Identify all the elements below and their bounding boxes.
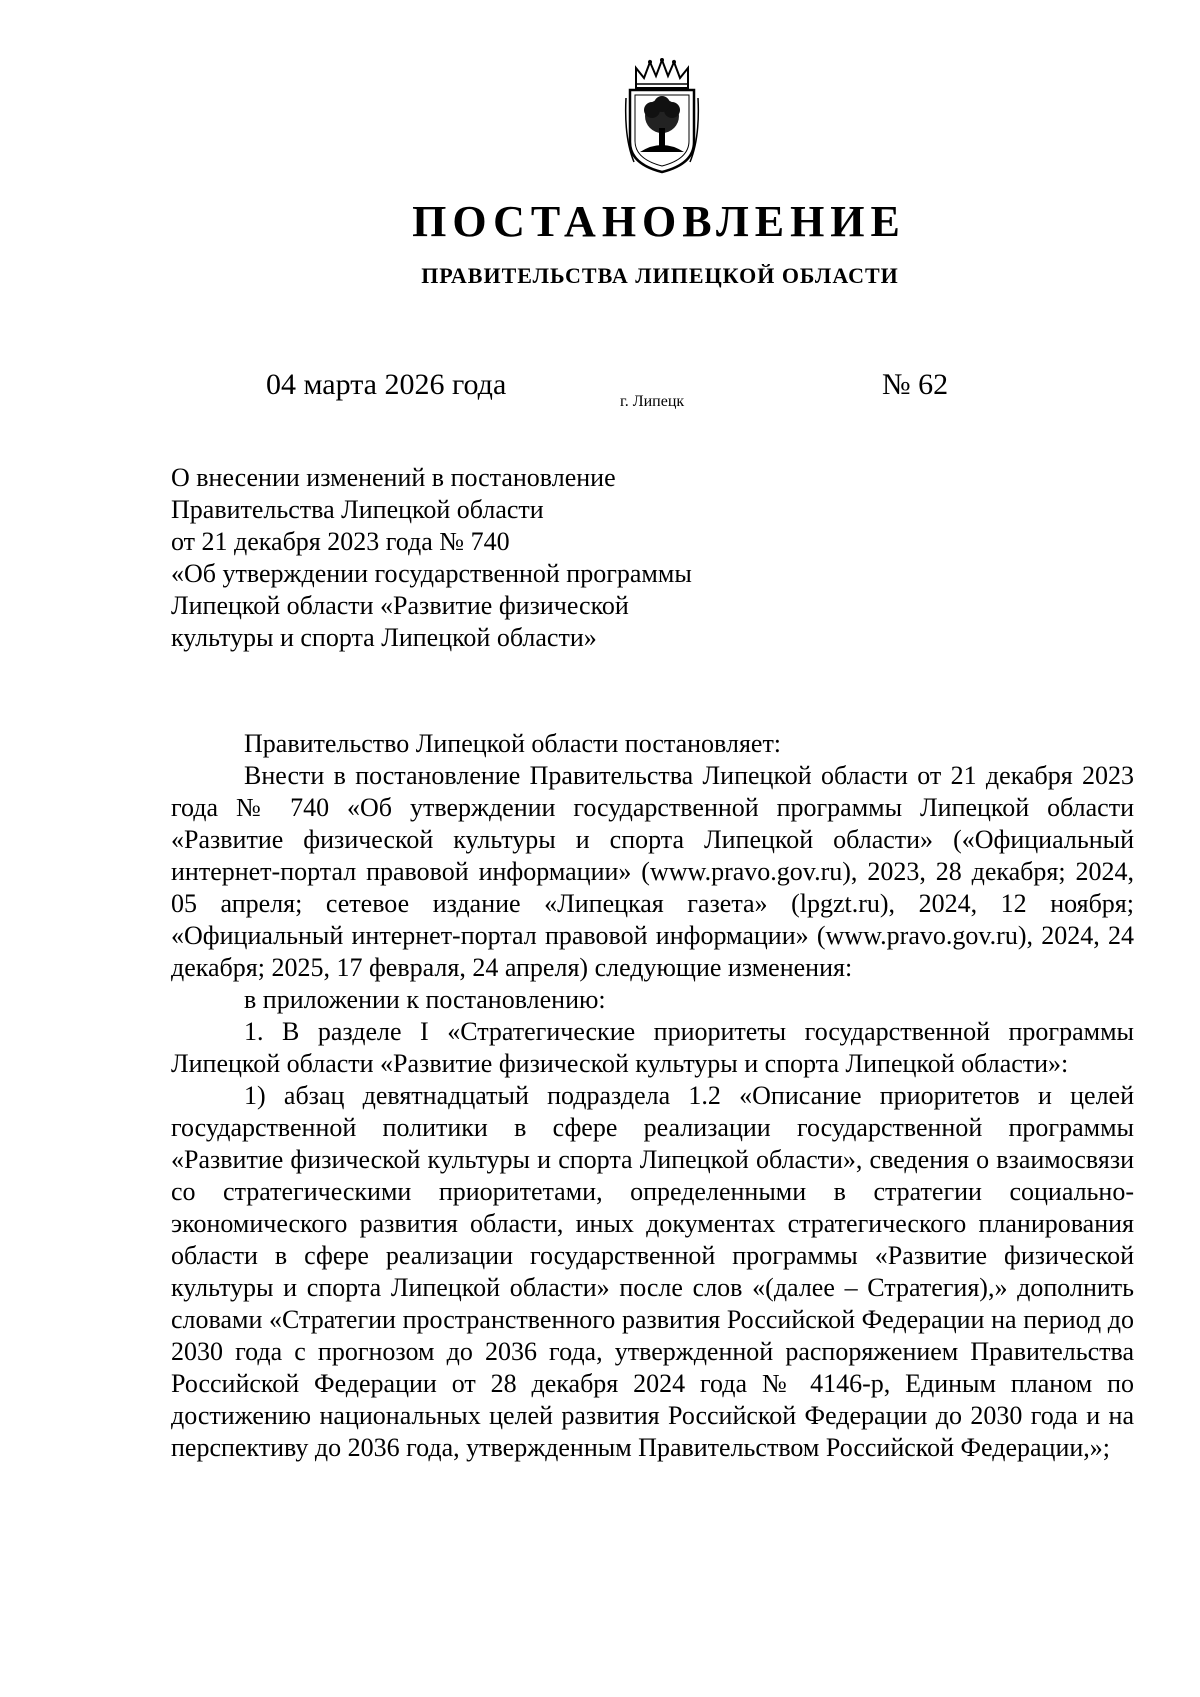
document-date: 04 марта 2026 года [266, 368, 507, 401]
subject-line: культуры и спорта Липецкой области» [171, 623, 597, 652]
subject-line: Правительства Липецкой области [171, 495, 544, 524]
subject-line: Липецкой области «Развитие физической [171, 591, 629, 620]
document-number: № 62 [882, 368, 949, 401]
document-title: ПОСТАНОВЛЕНИЕ [412, 197, 906, 246]
document-subject [171, 462, 692, 654]
subject-line: О внесении изменений в постановление [171, 463, 616, 492]
subject-line: от 21 декабря 2023 года № 740 [171, 527, 510, 556]
coat-of-arms-icon [622, 58, 702, 178]
document-body [171, 728, 1134, 1464]
body-paragraph: 1) абзац девятнадцатый подраздела 1.2 «Описание приоритетов и целей государственной политики в сфере реализации государственной программы «Развитие физической культуры и спорта Липецкой области», сведения о взаимосвязи со стратегическими приоритетами, определенными в стратегии социально-экономического развития области, иных документах стратегического планирования области в сфере реализации государственной программы «Развитие физической культуры и спорта Липецкой области» после слов «(далее – Стратегия),» дополнить словами «Стратегии пространственного развития Российской Федерации на период до 2030 года с прогнозом до 2036 года, утвержденной распоряжением Правительства Российской Федерации от 28 декабря 2024 года № 4146-р, Единым планом по достижению национальных целей развития Российской Федерации до 2030 года и на перспективу до 2036 года, утвержденным Правительством Российской Федерации,»; [171, 1081, 1134, 1462]
body-paragraph: Внести в постановление Правительства Липецкой области от 21 декабря 2023 года № 740 «Об утверждении государственной программы Липецкой области «Развитие физической культуры и спорта Липецкой области» («Официальный интернет-портал правовой информации» (www.pravo.gov.ru), 2023, 28 декабря; 2024, 05 апреля; сетевое издание «Липецкая газета» (lpgzt.ru), 2024, 12 ноября; «Официальный интернет-портал правовой информации» (www.pravo.gov.ru), 2024, 24 декабря; 2025, 17 февраля, 24 апреля) следующие изменения: [171, 761, 1134, 982]
body-paragraph: в приложении к постановлению: [244, 985, 606, 1014]
body-paragraph: Правительство Липецкой области постановляет: [244, 729, 782, 758]
document-city: г. Липецк [620, 393, 685, 410]
document-issuer: ПРАВИТЕЛЬСТВА ЛИПЕЦКОЙ ОБЛАСТИ [421, 263, 899, 288]
body-paragraph: 1. В разделе I «Стратегические приоритеты государственной программы Липецкой области «Развитие физической культуры и спорта Липецкой области»: [171, 1017, 1134, 1078]
subject-line: «Об утверждении государственной программы [171, 559, 692, 588]
